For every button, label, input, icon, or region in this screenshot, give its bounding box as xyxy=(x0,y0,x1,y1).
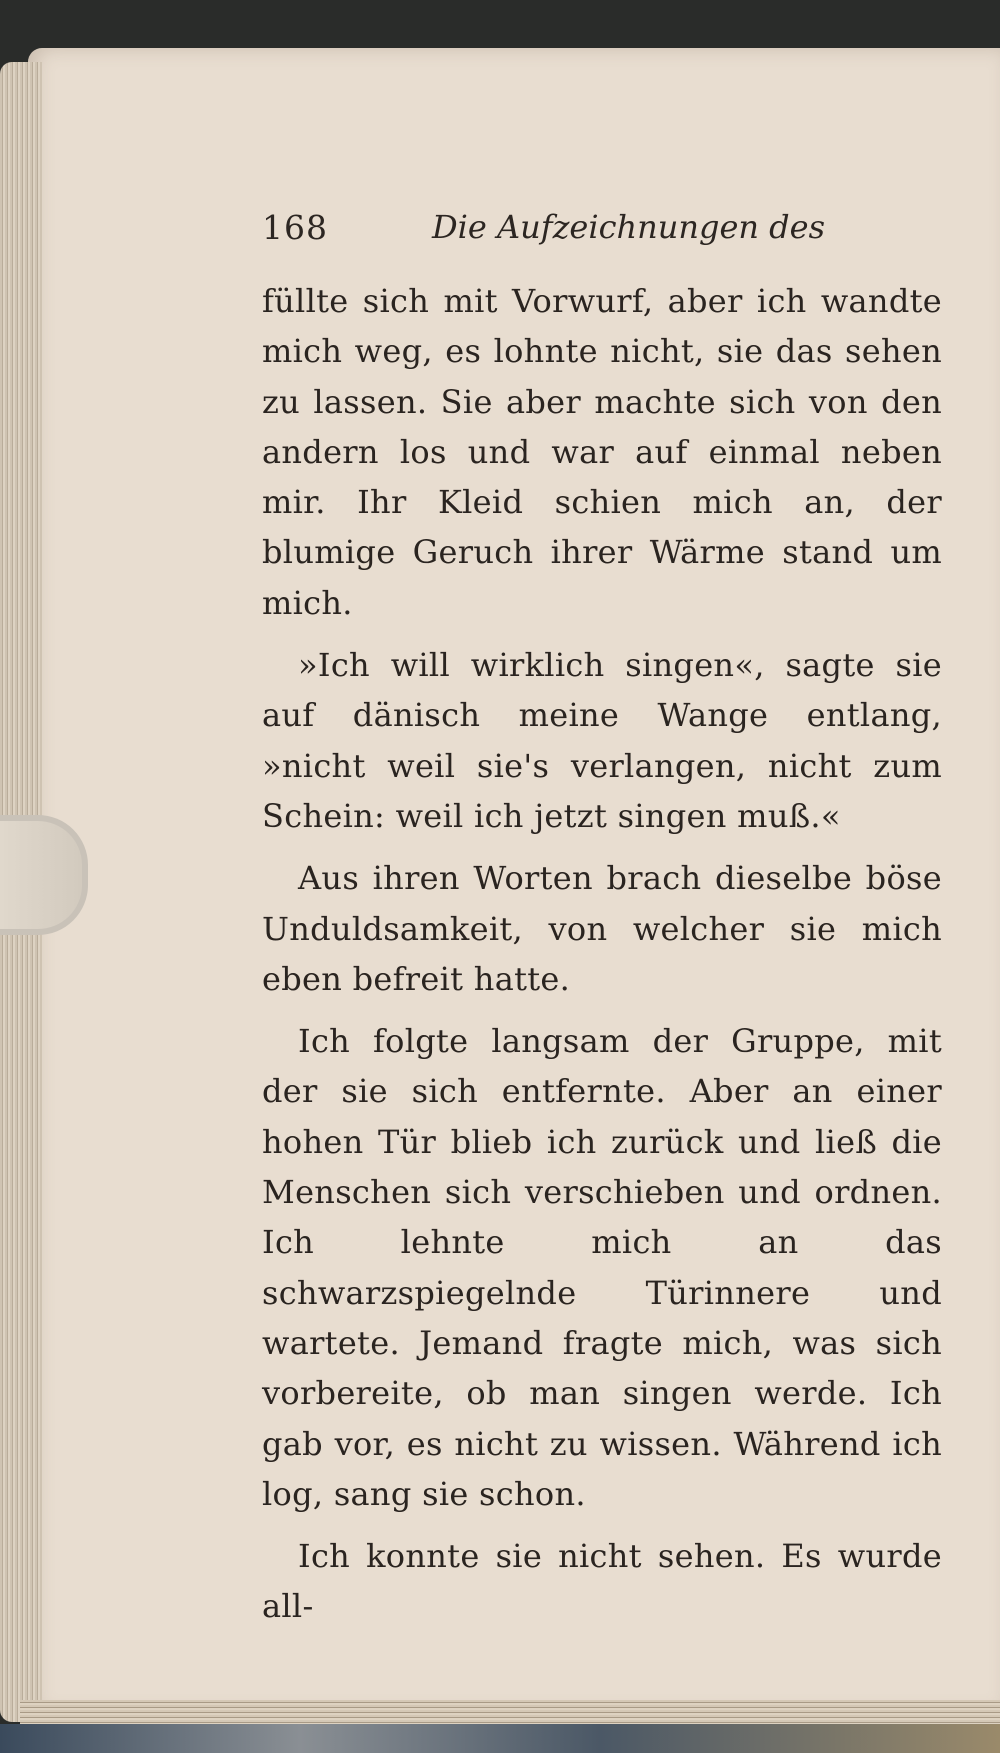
cover-strip xyxy=(0,1724,1000,1753)
paragraph: »Ich will wirklich singen«, sagte sie auf dänisch meine Wange entlang, »nicht weil sie's verlangen, nicht zum Schein: weil ich jetzt singen muß.« xyxy=(262,646,942,835)
running-title: Die Aufzeichnungen des xyxy=(432,208,825,246)
paragraph: Aus ihren Worten brach dieselbe böse Unduldsamkeit, von welcher sie mich eben befreit hatte. xyxy=(262,859,942,998)
page-clip xyxy=(0,815,88,935)
body-text xyxy=(262,276,942,1644)
paragraph: Ich folgte langsam der Gruppe, mit der sie sich entfernte. Aber an einer hohen Tür blieb ich zurück und ließ die Menschen sich verschieben und ordnen. Ich lehnte mich an das schwarzspiegelnde Türinnere und wartete. Jemand fragte mich, was sich vorbereite, ob man singen werde. Ich gab vor, es nicht zu wissen. Während ich log, sang sie schon. xyxy=(262,1022,942,1513)
paragraph: füllte sich mit Vorwurf, aber ich wandte mich weg, es lohnte nicht, sie das sehen zu lassen. Sie aber machte sich von den andern los und war auf einmal neben mir. Ihr Kleid schien mich an, der blumige Geruch ihrer Wärme stand um mich. xyxy=(262,282,942,622)
page-header xyxy=(262,208,882,258)
page-number: 168 xyxy=(262,208,328,247)
bottom-page-edges xyxy=(20,1700,1000,1724)
paragraph: Ich konnte sie nicht sehen. Es wurde all- xyxy=(262,1537,942,1626)
